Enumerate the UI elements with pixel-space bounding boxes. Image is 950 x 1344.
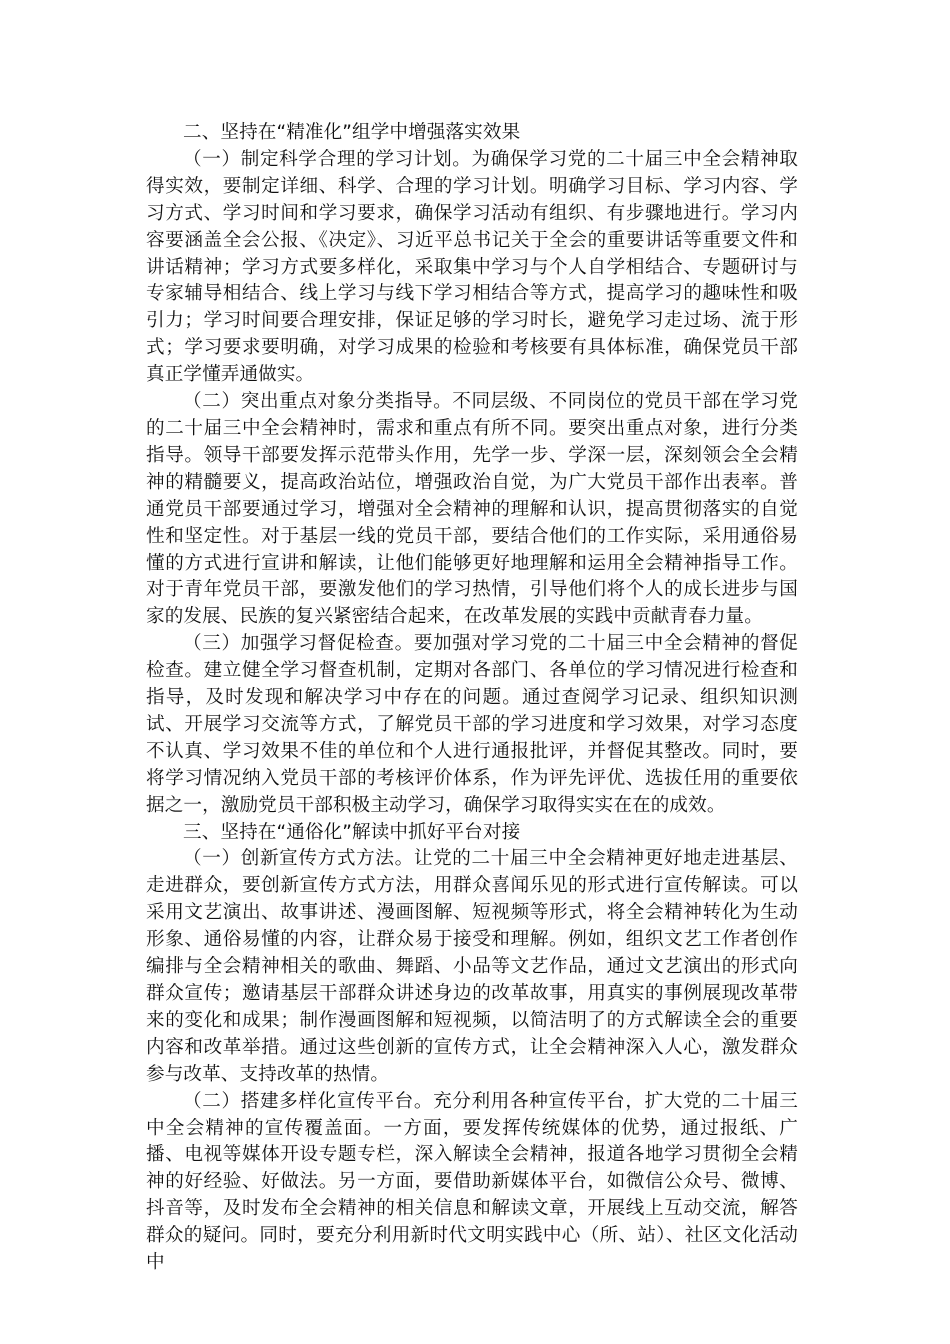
section-heading: 三、坚持在“通俗化”解读中抓好平台对接 — [183, 821, 521, 843]
paragraph: （三）加强学习督促检查。要加强对学习党的二十届三中全会精神的督促检查。建立健全学习督查机制，定期对各部门、各单位的学习情况进行检查和指导，及时发现和解决学习中存在的问题。通过查阅学习记录、组织知识测试、开展学习交流等方式，了解党员干部的学习进度和学习效果，对学习态度不认真、学习效果不佳的单位和个人进行通报批评，并督促其整改。同时，要将学习情况纳入党员干部的考核评价体系，作为评先评优、选拔任用的重要依据之一，激励党员干部积极主动学习，确保学习取得实实在在的成效。 — [146, 633, 798, 816]
paragraph: （一）制定科学合理的学习计划。为确保学习党的二十届三中全会精神取得实效，要制定详细、科学、合理的学习计划。明确学习目标、学习内容、学习方式、学习时间和学习要求，确保学习活动有组织、有步骤地进行。学习内容要涵盖全会公报、《决定》、习近平总书记关于全会的重要讲话等重要文件和讲话精神；学习方式要多样化，采取集中学习与个人自学相结合、专题研讨与专家辅导相结合、线上学习与线下学习相结合等方式，提高学习的趣味性和吸引力；学习时间要合理安排，保证足够的学习时长，避免学习走过场、流于形式；学习要求要明确，对学习成果的检验和考核要有具体标准，确保党员干部真正学懂弄通做实。 — [146, 148, 798, 386]
paragraph: （二）突出重点对象分类指导。不同层级、不同岗位的党员干部在学习党的二十届三中全会精神时，需求和重点有所不同。要突出重点对象，进行分类指导。领导干部要发挥示范带头作用，先学一步、学深一层，深刻领会全会精神的精髓要义，提高政治站位，增强政治自觉，为广大党员干部作出表率。普通党员干部要通过学习，增强对全会精神的理解和认识，提高贯彻落实的自觉性和坚定性。对于基层一线的党员干部，要结合他们的工作实际，采用通俗易懂的方式进行宣讲和解读，让他们能够更好地理解和运用全会精神指导工作。对于青年党员干部，要激发他们的学习热情，引导他们将个人的成长进步与国家的发展、民族的复兴紧密结合起来，在改革发展的实践中贡献青春力量。 — [146, 391, 798, 628]
paragraph: （二）搭建多样化宣传平台。充分利用各种宣传平台，扩大党的二十届三中全会精神的宣传覆盖面。一方面，要发挥传统媒体的优势，通过报纸、广播、电视等媒体开设专题专栏，深入解读全会精神，报道各地学习贯彻全会精神的好经验、好做法。另一方面，要借助新媒体平台，如微信公众号、微博、抖音等，及时发布全会精神的相关信息和解读文章，开展线上互动交流，解答群众的疑问。同时，要充分利用新时代文明实践中心（所、站）、社区文化活动中 — [146, 1090, 798, 1274]
section-heading: 二、坚持在“精准化”组学中增强落实效果 — [183, 122, 521, 143]
document-page — [146, 120, 798, 1277]
paragraph: （一）创新宣传方式方法。让党的二十届三中全会精神更好地走进基层、走进群众，要创新宣传方式方法，用群众喜闻乐见的形式进行宣传解读。可以采用文艺演出、故事讲述、漫画图解、短视频等形式，将全会精神转化为生动形象、通俗易懂的内容，让群众易于接受和理解。例如，组织文艺工作者创作编排与全会精神相关的歌曲、舞蹈、小品等文艺作品，通过文艺演出的形式向群众宣传；邀请基层干部群众讲述身边的改革故事，用真实的事例展现改革带来的变化和成果；制作漫画图解和短视频，以简洁明了的方式解读全会的重要内容和改革举措。通过这些创新的宣传方式，让全会精神深入人心，激发群众参与改革、支持改革的热情。 — [146, 848, 798, 1085]
